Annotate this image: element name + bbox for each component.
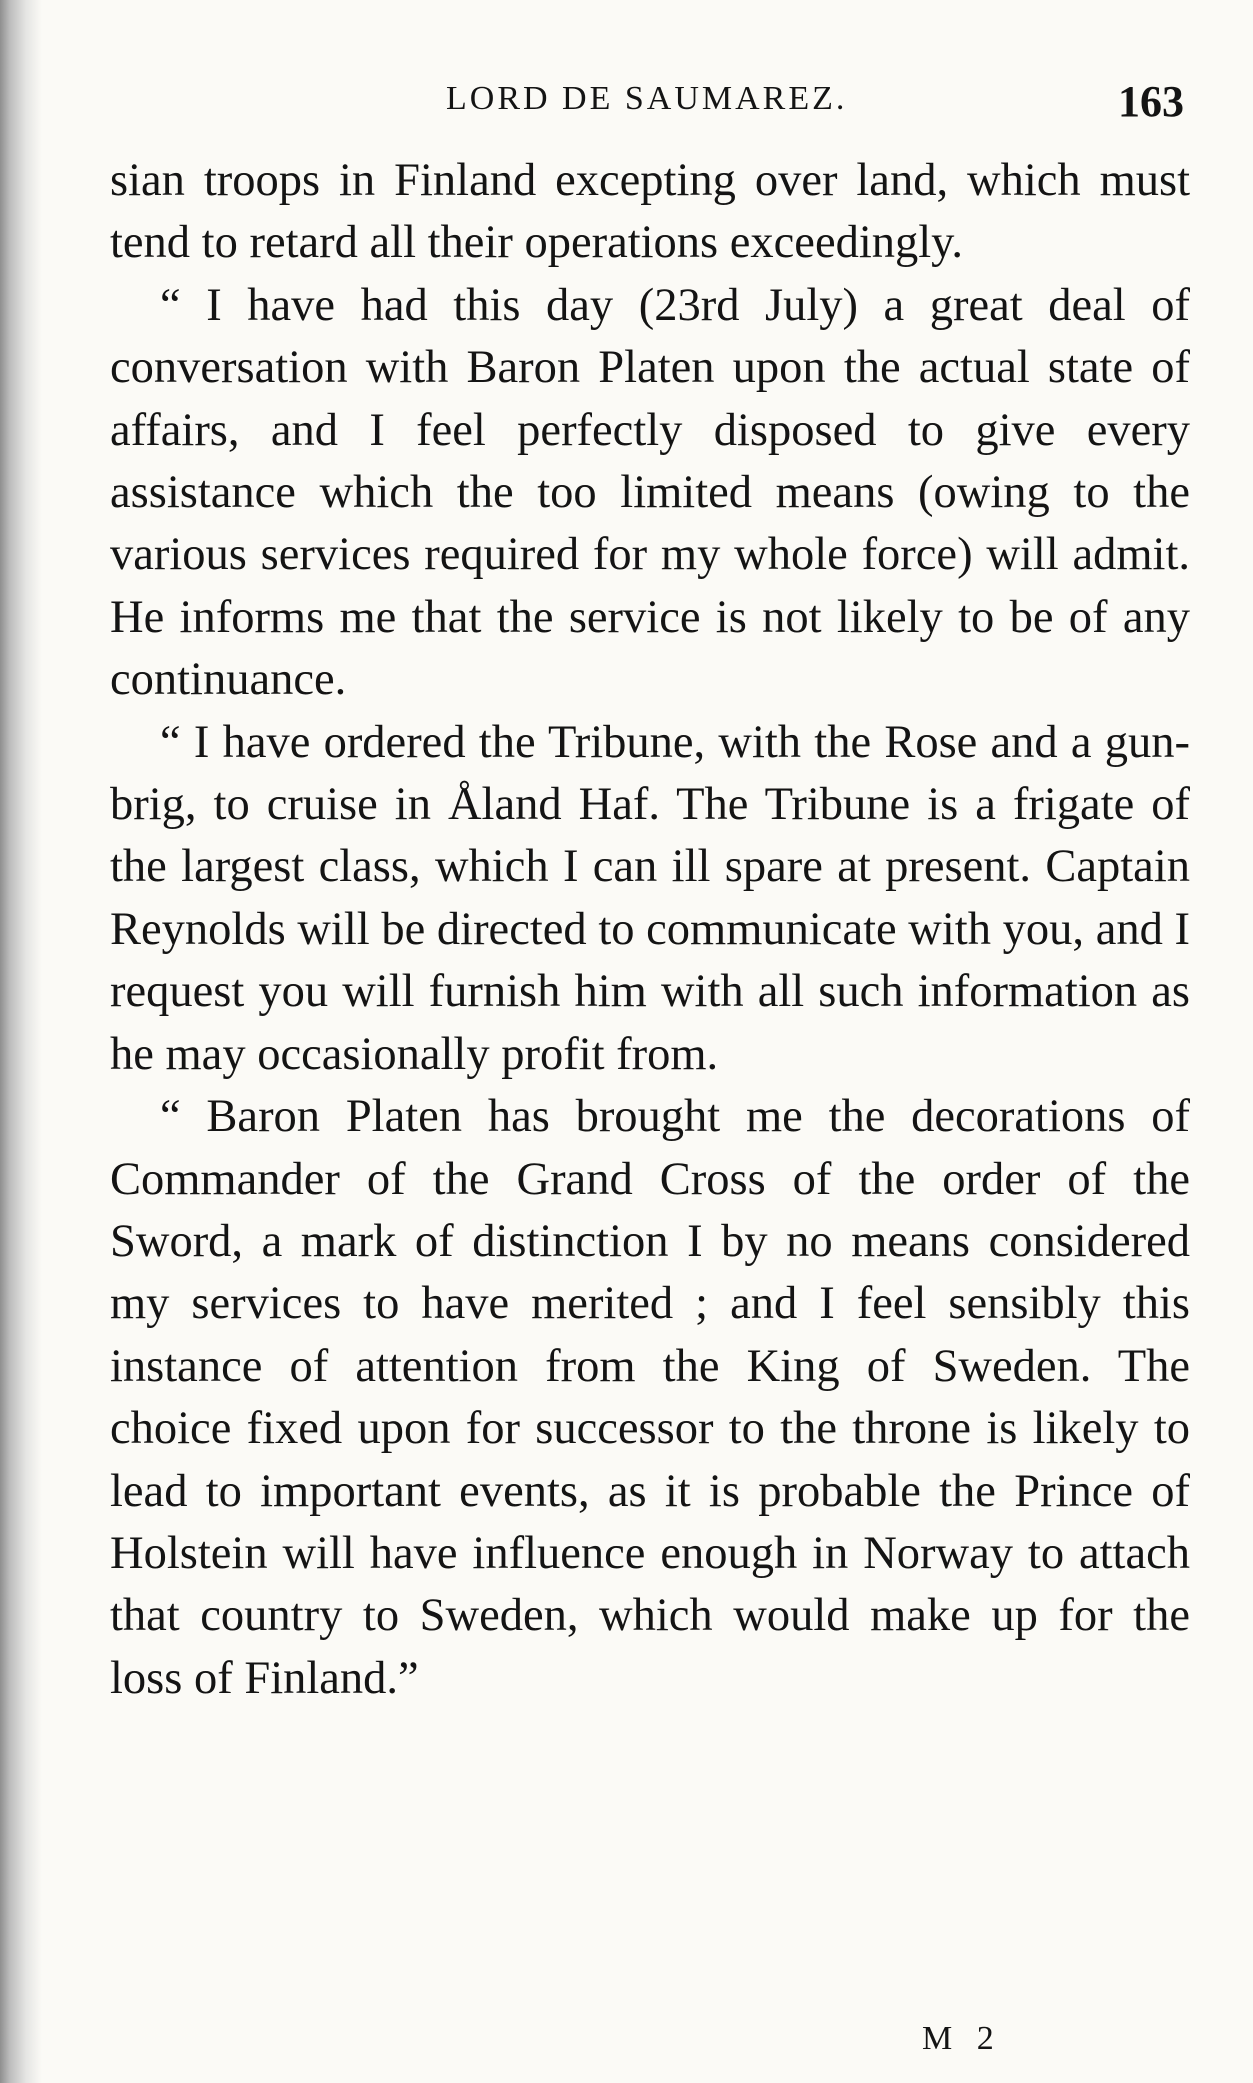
paragraph-decorations: “ Baron Platen has brought me the decorations of Commander of the Grand Cross of the order of the Sword, a mark of distinction I by no means considered my services to have merited ; and I feel sensibly this instance of attention from the King of Sweden. The choice fixed upon for successor to the throne is likely to lead to important events, as it is probable the Prince of Holstein will have influence enough in Norway to attach that country to Sweden, which would make up for the loss of Finland.” [110,1091,1190,1704]
paragraph-conversation-platen: “ I have had this day (23rd July) a great deal of conversation with Baron Platen upon the actual state of affairs, and I feel perfectly disposed to give every assistance which the too limited means (owing to the various services required for my whole force) will admit. He informs me that the service is not likely to be of any continuance. [110,279,1190,706]
page-number: 163 [1118,77,1184,126]
paragraph-tribune-orders: “ I have ordered the Tribune, with the Rose and a gun-brig, to cruise in Åland Haf. The Tribune is a frigate of the largest class, which I can ill spare at present. Captain Reynolds will be directed to communicate with you, and I request you will furnish him with all such information as he may occasionally profit from. [110,716,1190,1080]
running-head: LORD DE SAUMAREZ. [446,80,848,117]
binding-edge [0,0,42,2083]
page-header [0,77,1253,140]
signature-mark: M 2 [922,2020,1002,2057]
paragraph-continuation: sian troops in Finland excepting over land, which must tend to retard all their operations exceedingly. [110,155,1190,269]
body-text [110,150,1190,1710]
